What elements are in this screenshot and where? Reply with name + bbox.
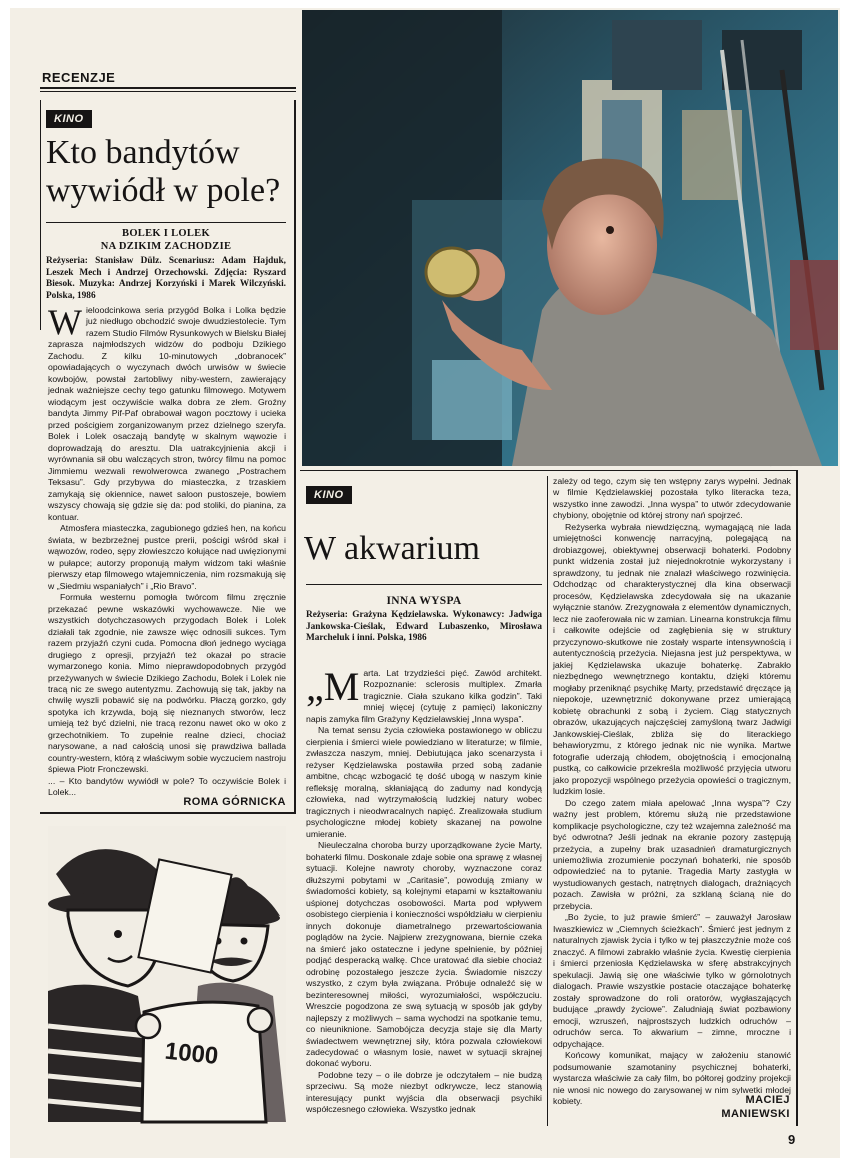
review1-dropcap: W: [48, 302, 82, 342]
page-number: 9: [788, 1132, 796, 1147]
kino-tag-2: KINO: [306, 486, 352, 504]
review1-headline-line2: wywiódł w pole?: [46, 172, 281, 209]
review2-paragraph: arta. Lat trzydzieści pięć. Zawód architekt. Rozpoznanie: sclerosis multiplex. Zmarła tragicznie. Ciała szukano kilka godzin”. Taki mniej więcej (cytuję z pamięci) lakoniczny napis zamyka film Grażyny Kędzielawskiej „Inna wyspa”.: [306, 668, 542, 724]
section-label: RECENZJE: [42, 70, 116, 85]
column-border-left-1: [40, 100, 41, 330]
article2-column-divider: [547, 476, 548, 1126]
review2-dropcap: „M: [306, 664, 360, 709]
review1-paragraph: ... – Kto bandytów wywiódł w pole? To oczywiście Bolek i Lolek...: [48, 775, 286, 798]
kino-tag-1: KINO: [46, 110, 92, 128]
review1-body: [48, 302, 287, 807]
review2-film-title: INNA WYSPA: [386, 595, 462, 607]
review1-paragraph: Atmosfera miasteczka, zagubionego gdzieś hen, na końcu świata, w bezbrzeżnej pustce prerii, pościgi wśród skał i wąwozów, rodeo, sępy złowieszczo kołujące nad uwięzionymi w pułapce; autorzy proponują małym widzom taki właśnie pierwszy etap filmowego wtajemniczenia, nim rozsmakują się w „Siedmiu wspaniałych” i „Rio Bravo”.: [48, 523, 286, 591]
review2-paragraph: Nieuleczalna choroba burzy uporządkowane życie Marty, bohaterki filmu. Doskonale zdaje sobie ona sprawę z własnej sytuacji. Kolejne nawroty choroby, wyznaczone coraz dłuższymi pobytami w „Caritasie”, powodują zmiany w świadomości kobiety, są kolejnymi etapami w kształtowaniu uśpionej dotychczas osobowości. Marta pod wpływem osobistego cierpienia i konieczności współdziału w cierpieniu innych dokonuje diametralnego przewartościowania poglądów na życie. Najpierw zrezygnowana, biernie czeka na śmierć jako ostateczne i jedyne spełnienie, by później podjąć desperacką walkę. Chce uratować dla siebie chociaż odrobinę pozostałego jeszcze życia. Świadomie niszczy wszystko, z czym była związana. Próbuje odnaleźć się w bezinteresownej miłości, wyrozumiałości, współczuciu. Wreszcie pogodzona ze swą sytuacją w sposób jak gdyby najlepszy z możliwych – sama wychodzi na spotkanie temu, co nieuniknione. Samobójcza decyzja staje się dla Marty świadectwem wewnętrznej siły, która pozwala człowiekowi zadecydować o własnym losie, nawet w sytuacji skrajnej dokonać wyboru.: [306, 840, 542, 1069]
column-border-right-1: [294, 100, 296, 812]
film-still-image: [302, 10, 838, 466]
cartoon-illustration: [48, 826, 286, 1122]
review2-paragraph: Na temat sensu życia człowieka postawionego w obliczu cierpienia i śmierci wiele powiedziano w literaturze; w filmie, zwłaszcza naszym, mniej. Debiutująca jako scenarzysta i reżyser Kędzielawska postawiła przed sobą zadanie ambitne, chcąc wzbogacić tę dość ubogą w naszym kinie refleksję moralną, skłaniającą do zadumy nad kondycją człowieka, nad wytrzymałością ludzkiej natury wobec tragicznych i nieodwracalnych napięć. Zrealizowała studium psychologiczne młodej kobiety skazanej na powolne umieranie.: [306, 725, 542, 839]
article2-top-rule: [300, 470, 798, 471]
review1-film-title-2: NA DZIKIM ZACHODZIE: [100, 241, 232, 252]
review2-body-column1: [306, 664, 542, 1124]
review2-credits: Reżyseria: Grażyna Kędzielawska. Wykonawcy: Jadwiga Jankowska-Cieślak, Edward Lubaszenko, Mirosława Marcheluk i inni. Polska, 1986: [306, 610, 542, 644]
review2-author-first: MACIEJ: [745, 1094, 790, 1106]
section-rule-thin: [40, 91, 296, 92]
review1-film-title-1: BOLEK I LOLEK: [122, 228, 210, 239]
review1-headline-rule: [46, 222, 286, 223]
review2-paragraph: zależy od tego, czym się ten wstępny zarys wypełni. Jednak w filmie Kędzielawskiej pozostała tylko literacka teza, wszystko inne zawodzi. „Inna wyspa” to utwór zdecydowanie chybiony, obojętnie od której strony nań spojrzeć.: [553, 476, 791, 521]
bolek-lolek-cartoon: [48, 826, 286, 1122]
review2-author-last: MANIEWSKI: [721, 1108, 790, 1120]
cartoon-sign-text: 1000: [163, 1037, 220, 1070]
article1-bottom-rule: [40, 812, 296, 814]
review2-paragraph: Reżyserka wybrała niewdzięczną, wymagającą nie lada umiejętności konwencję narracyjną, polegającą na drobiazgowej, obiektywnej obserwacji bohaterki. Podobny punkt widzenia został już niejednokrotnie wykorzystany i sprawdzony, tu jednak nie znalazł właściwego rozwinięcia. Odchodząc od charakterystycznej dla kina obserwacji procesów, Kędzielawska zdecydowała się na ukazanie wyłącznie stanów. Zrezygnowała z elementów dynamicznych, lecz nie zaoferowała nic w zamian. Linearna konstrukcja filmu i całkowite odejście od zagłębienia się w struktury przyczynowo-skutkowe nie zostały wsparte intensywnością i autentycznością przeżycia. Niejasna jest już perspektywa, w jakiej Kędzielawska ukazuje bohaterkę. Zabrakło niezbędnego wewnętrznego kontaktu, dzięki któremu mogłaby przeniknąć psychikę Marty, przedstawić dręczące ją niepokoje, uzewnętrznić dokonywane przez umierającą kobietę obrachunki z sobą i życiem. Ciąg statycznych obrazów, ukazujących najczęściej zamyśloną twarz Jadwigi Jankowskiej-Cieślak, zbliża się do literackiego behawioryzmu, z którego jednak nic nie wynika. Martwe fotografie uderzają chłodem, obojętnością i emocjonalną pustką, co całkowicie przekreśla możliwość przyjęcia utworu jako propozycji wspólnego przeżycia opowieści o tragicznym, ludzkim losie.: [553, 521, 791, 797]
film-still-photo: [302, 10, 838, 466]
review2-paragraph: Podobne tezy – o ile dobrze je odczytałem – nie budzą sprzeciwu. Są może niezbyt odkrywcze, lecz stanowią interesujący punkt wyjścia dla obserwacji psychiki współczesnego człowieka. Wszystko jednak: [306, 1069, 542, 1115]
review1-paragraph: ieloodcinkowa seria przygód Bolka i Lolka będzie już niedługo obchodzić swoje dwudziestolecie. Tym razem Studio Filmów Rysunkowych w Bielsku Białej zaprasza najmłodszych widzów do podboju Dzikiego Zachodu. Z kilku 10-minutowych „dobranocek” opowiadających o wyczynach dwóch urwisów w świecie kowbojów, powstał żartobliwy niby-western, zawierający jednak ważniejsze cechy tego gatunku filmowego. Motywem wiodącym jest oczywiście walka dobra ze złem. Groźny bandyta Jimmy Pif-Paf obrabował wagon pocztowy i ucieka przed pościgiem zorganizowanym przez dzielnego szeryfa. Bolek i Lolek osaczają bandytę w skalnym wąwozie i doprowadzają do aresztu. Dla uatrakcyjnienia akcji i wyrównania sił obu walczących stron, twórcy filmu na pomoc Jimmiemu wezwali rewolwerowca zwanego „Postrachem Teksasu”. Gdy przybywa do miasteczka, z trzaskiem zamykają się okiennice, nawet saloon pustoszeje, bowiem wszyscy chowają się gdzie się da: pod stoliki, do pianina, za kontuar.: [48, 305, 286, 522]
review2-paragraph: „Bo życie, to już prawie śmierć” – zauważył Jarosław Iwaszkiewicz w „Ciemnych ścieżkach”. Śmierć jest jednym z naturalnych zjawisk życia i tylko w tej płaszczyźnie może coś znaczyć. A filmowi zabrakło właśnie życia. Kwestię cierpienia i śmierci przeniosła Kędzielawska w sferę abstrakcyjnych spekulacji. Jawią się one właściwie tylko w górnolotnych dialogach. Prawie wszystkie postacie otaczające bohaterkę zostały sprowadzone do roli oratorów, wygłaszających budujące „prawdy życiowe”. Zaludniają świat pozbawiony emocji, wzruszeń, najprostszych ludzkich odruchów – odruchów serca. To akwarium – zimne, mroczne i odpychające.: [553, 912, 791, 1049]
review2-headline: W akwarium: [304, 530, 480, 567]
column-border-right-2: [796, 470, 798, 1126]
review2-headline-rule: [306, 584, 542, 585]
review1-credits: Reżyseria: Stanisław Dülz. Scenariusz: Adam Hajduk, Leszek Mech i Andrzej Orzechowski. Zdjęcia: Ryszard Biesok. Muzyka: Andrzej Korzyński i Marek Wilczyński. Polska, 1986: [46, 256, 286, 301]
section-rule: [40, 87, 296, 89]
review1-author: ROMA GÓRNICKA: [183, 796, 286, 808]
review1-paragraph: Formuła westernu pomogła twórcom filmu zręcznie przekazać pewne wskazówki wychowawcze. Nie we wszystkich dotychczasowych przygodach Bolek i Lolek działali tak zgodnie, nie zawsze więc odnosili sukces. Tym razem przyjaźń czyni cuda. Pomocna dłoń jednego wyciąga drugiego z opresji, przyjaźń też okazał po stracie wymarzonego konia. Mimo nieprawdopodobnych przygód przeżywanych w świecie Dzikiego Zachodu, Bolek i Lolek nie tracą nic ze swego autentyzmu. Zachowują się tak, jakby na chwilę wyszli pobawić się na podwórku. Płaczą gorzko, gdy spotyka ich krzywda, boją się nieznanych stworów, lecz umieją też być dzielni, nie tracą rezonu nawet oko w oko z grzechotnikiem. To zupełnie realne dzieci, chociaż narysowane, a nad całością unosi się prawdziwa ballada country-western, którą z właściwym sobie wyczuciem nastroju śpiewa Piotr Fronczewski.: [48, 592, 287, 775]
review2-paragraph: Do czego zatem miała apelować „Inna wyspa”? Czy ważny jest problem, któremu służą nie przedstawione komplikacje psychologiczne, czy też wzajemna zależność ma być odwrotna? Jeśli jednak na ekranie pozory zastępują przeżycia, a zupełny brak uzasadnień dramaturgicznych uniemożliwia zrozumienie poczynań bohaterki, nie sposób odpowiedzieć na to pytanie. Tragedia Marty zastygła w wystudiowanych gestach, natrętnych dialogach, drażniących pozach. Zawisła w próżni, za szklaną ścianą nie do przebycia.: [553, 797, 791, 911]
review2-paragraph: Końcowy komunikat, mający w założeniu stanowić podsumowanie szamotaniny psychicznej bohaterki, wystarcza właściwie za cały film, bo półtorej godziny projekcji nie wnosi nic nowego do zarysowanej w nim sylwetki młodej kobiety.: [553, 1050, 791, 1107]
review1-headline-line1: Kto bandytów: [46, 134, 240, 171]
